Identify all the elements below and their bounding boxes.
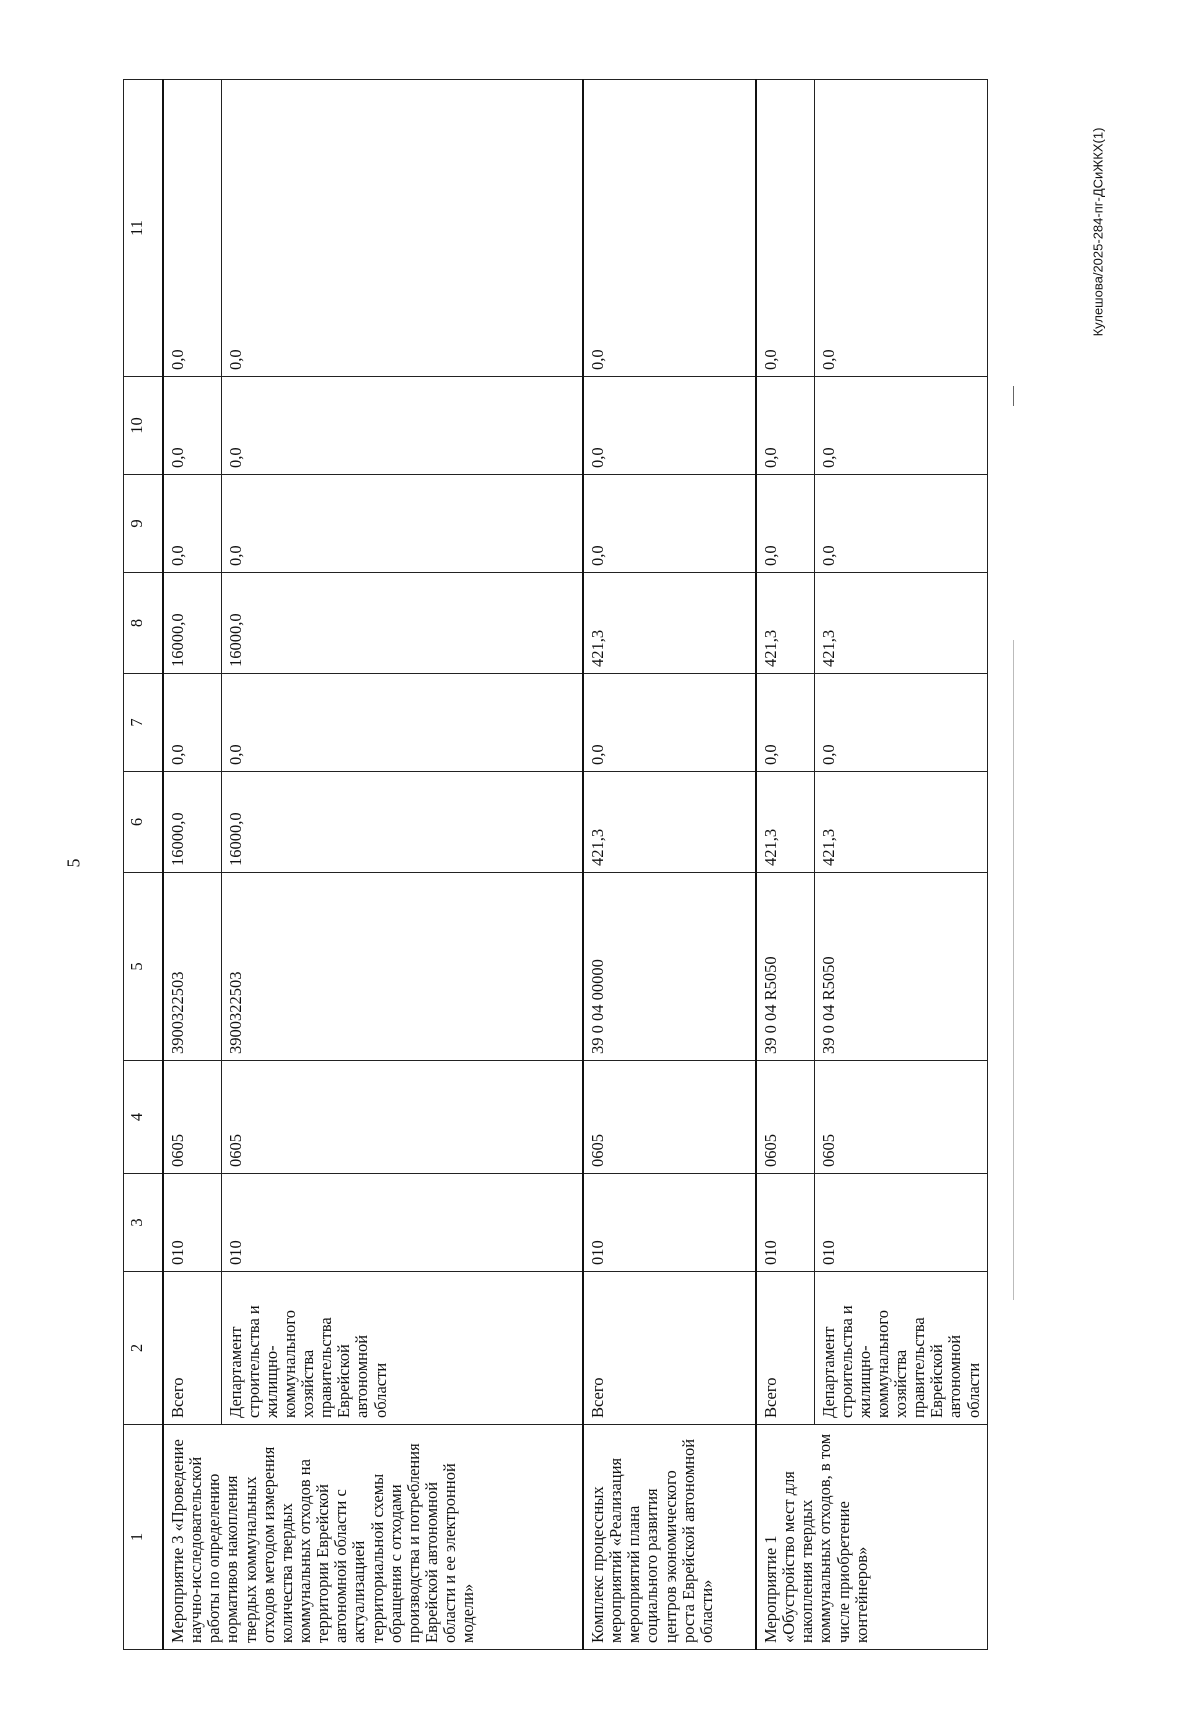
header-cell: 8 [124, 573, 164, 674]
table-cell: 0,0 [814, 80, 987, 377]
header-cell: 3 [124, 1174, 164, 1272]
table-cell: 0,0 [756, 674, 814, 772]
table-cell: 39 0 04 R5050 [756, 873, 814, 1061]
table-cell: 0,0 [814, 674, 987, 772]
table-row [583, 80, 756, 1650]
table-cell: Всего [583, 1272, 756, 1425]
table-cell: 16000,0 [221, 573, 583, 674]
header-cell: 5 [124, 873, 164, 1061]
table-cell: 3900322503 [221, 873, 583, 1061]
table-cell: 0,0 [756, 80, 814, 377]
table-cell: 0605 [163, 1061, 221, 1174]
table-cell: 0,0 [163, 674, 221, 772]
table-cell: 0,0 [583, 674, 756, 772]
table-cell: 3900322503 [163, 873, 221, 1061]
header-cell: 10 [124, 377, 164, 475]
page-number: 5 [63, 858, 84, 868]
table-cell: 010 [583, 1174, 756, 1272]
table-cell: 010 [163, 1174, 221, 1272]
document-code: Кулешова/2025-284-пг-ДСиЖКХ(1) [1090, 127, 1106, 337]
table-cell: 421,3 [814, 573, 987, 674]
table-cell: 0,0 [814, 475, 987, 573]
table-cell: 0605 [221, 1061, 583, 1174]
table-cell: 010 [756, 1174, 814, 1272]
table-cell: 0,0 [814, 377, 987, 475]
header-row [124, 80, 164, 1650]
table-cell: 0,0 [221, 674, 583, 772]
measure-name-cell: Мероприятие 1 «Обустройство мест для накопления твердых коммунальных отходов, в том числе приобретение контейнеров» [756, 1425, 987, 1650]
header-cell: 9 [124, 475, 164, 573]
table-cell: 0605 [756, 1061, 814, 1174]
table-cell: 0605 [583, 1061, 756, 1174]
table-cell: Всего [163, 1272, 221, 1425]
table-cell: 0,0 [221, 80, 583, 377]
table-cell: 0,0 [756, 377, 814, 475]
table-body [124, 80, 988, 1650]
table-row [221, 80, 583, 1650]
header-cell: 2 [124, 1272, 164, 1425]
table-cell: 0,0 [163, 377, 221, 475]
table-cell: 39 0 04 R5050 [814, 873, 987, 1061]
budget-table [123, 79, 988, 1650]
table-cell: 421,3 [583, 573, 756, 674]
table-cell: Департамент строительства и жилищно-коммунального хозяйства правительства Еврейской автономной области [221, 1272, 583, 1425]
header-cell: 1 [124, 1425, 164, 1650]
header-cell: 6 [124, 772, 164, 873]
table-cell: 0,0 [163, 80, 221, 377]
table-cell: 16000,0 [163, 573, 221, 674]
table-cell: Департамент строительства и жилищно-коммунального хозяйства правительства Еврейской автономной области [814, 1272, 987, 1425]
table-cell: 0,0 [583, 377, 756, 475]
scan-mark [1013, 640, 1014, 1300]
table-cell: 0,0 [163, 475, 221, 573]
table-cell: 421,3 [583, 772, 756, 873]
table-cell: 0,0 [583, 80, 756, 377]
table-cell: 010 [221, 1174, 583, 1272]
table-cell: 421,3 [756, 573, 814, 674]
header-cell: 7 [124, 674, 164, 772]
table-cell: 010 [814, 1174, 987, 1272]
table-row [163, 80, 221, 1650]
table-cell: 39 0 04 00000 [583, 873, 756, 1061]
header-cell: 4 [124, 1061, 164, 1174]
table-cell: 16000,0 [163, 772, 221, 873]
table-cell: 0,0 [583, 475, 756, 573]
table-cell: 0605 [814, 1061, 987, 1174]
table-row [756, 80, 814, 1650]
table-cell: 0,0 [221, 377, 583, 475]
table-cell: 421,3 [756, 772, 814, 873]
table-cell: 16000,0 [221, 772, 583, 873]
header-cell: 11 [124, 80, 164, 377]
table-cell: Всего [756, 1272, 814, 1425]
table-cell: 0,0 [221, 475, 583, 573]
table-row [814, 80, 987, 1650]
rotated-table-container [123, 80, 1013, 1650]
table-cell: 0,0 [756, 475, 814, 573]
scan-mark [1013, 386, 1014, 406]
measure-name-cell: Мероприятие 3 «Проведение научно-исследовательской работы по определению нормативов накопления твердых коммунальных отходов методом измерения количества твердых коммунальных отходов на территории Еврейской автономной области с актуализацией территориальной схемы обращения с отходами производства и потребления Еврейской автономной области и ее электронной модели» [163, 1425, 583, 1650]
measure-name-cell: Комплекс процессных мероприятий «Реализация мероприятий плана социального развития центров экономического роста Еврейской автономной области» [583, 1425, 756, 1650]
table-cell: 421,3 [814, 772, 987, 873]
